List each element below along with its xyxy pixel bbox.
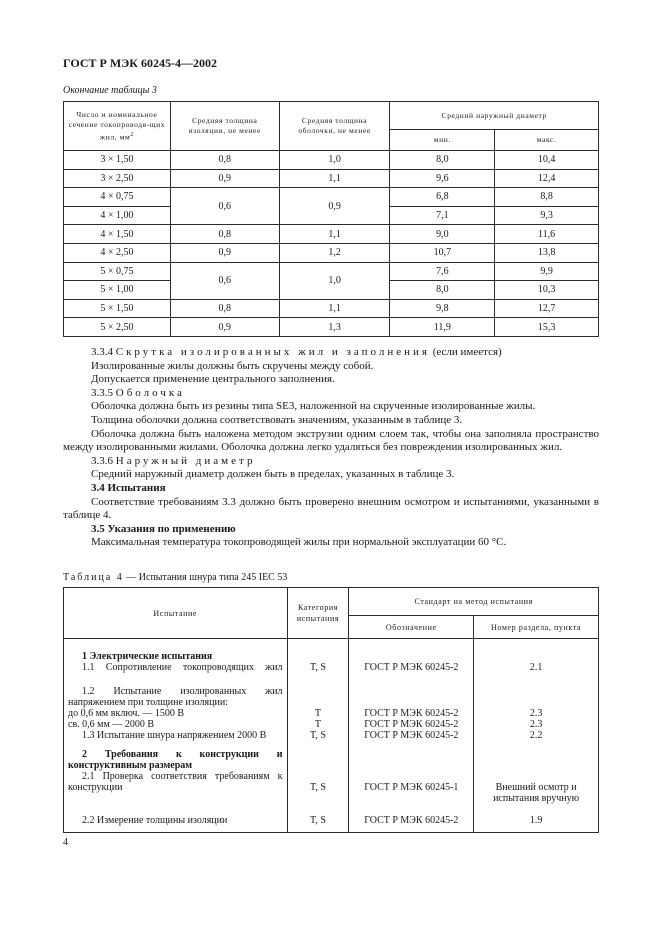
t3-header-max: макс.: [495, 130, 599, 151]
table4-caption: Таблица 4 — Испытания шнура типа 245 IEC 53: [63, 572, 288, 583]
table-row: [64, 639, 599, 833]
t3-header-sheath: Средняя толщина оболочки, не менее: [279, 102, 390, 151]
t3-cell-sheath: 1,1: [279, 169, 390, 188]
table-row: [64, 188, 599, 207]
t3-cell-dmax: 9,3: [495, 206, 599, 225]
section-3-5-heading: 3.5 Указания по применению: [91, 522, 236, 535]
t3-cell-dmax: 10,4: [495, 151, 599, 170]
t3-cell-section: 5 × 2,50: [64, 318, 171, 337]
t3-cell-dmax: 12,7: [495, 299, 599, 318]
t4-test-1-2-sub2: св. 0,6 мм — 2000 В: [68, 719, 154, 730]
t3-cell-dmin: 9,8: [390, 299, 495, 318]
table-4: [63, 587, 599, 833]
body-text: [63, 346, 599, 550]
t4-test-1-3: 1.3 Испытание шнура напряжением 2000 В: [82, 730, 267, 741]
t3-cell-dmin: 6,8: [390, 188, 495, 207]
paragraph: Допускается применение центрального заполнения.: [91, 373, 335, 386]
table-row: [64, 262, 599, 281]
t3-header-min: мин.: [390, 130, 495, 151]
table3-continuation-caption: Окончание таблицы 3: [63, 85, 157, 96]
t3-cell-section: 4 × 0,75: [64, 188, 171, 207]
t3-cell-dmax: 10,3: [495, 281, 599, 300]
t3-cell-section: 3 × 1,50: [64, 151, 171, 170]
t3-cell-dmax: 11,6: [495, 225, 599, 244]
t3-header-insulation: Средняя толщина изоляции, не менее: [170, 102, 279, 151]
t3-cell-insulation: 0,6: [170, 262, 279, 299]
table-3: [63, 101, 599, 337]
t3-cell-insulation: 0,9: [170, 318, 279, 337]
table-row: [64, 151, 599, 170]
t4-cell-clause: 2.1 2.3 2.3 2.2 Внешний осмотр и испытания вручную 1.9: [474, 639, 599, 833]
section-3-4-heading: 3.4 Испытания: [91, 481, 166, 494]
t3-cell-section: 5 × 0,75: [64, 262, 171, 281]
t3-cell-insulation: 0,9: [170, 169, 279, 188]
t3-cell-section: 3 × 2,50: [64, 169, 171, 188]
t3-cell-dmin: 10,7: [390, 243, 495, 262]
paragraph: Оболочка должна быть из резины типа SE3, наложенной на скрученные изолированные жилы.: [91, 400, 536, 413]
document-header-code: ГОСТ Р МЭК 60245-4—2002: [63, 56, 217, 70]
t3-cell-insulation: 0,8: [170, 299, 279, 318]
t3-cell-section: 4 × 2,50: [64, 243, 171, 262]
t3-cell-sheath: 1,1: [279, 299, 390, 318]
section-3-3-4-heading: 3.3.4 Скрутка изолированных жил и заполнения (если имеется): [91, 346, 502, 358]
t4-test-2-1: 2.1 Проверка соответствия требованиям к конструкции: [68, 771, 283, 793]
paragraph: Изолированные жилы должны быть скручены между собой.: [91, 359, 374, 372]
t4-section-2-title: 2 Требования к конструкции и конструктивным размерам: [68, 749, 283, 771]
t4-test-1-2: 1.2 Испытание изолированных жил напряжением при толщине изоляции:: [68, 686, 283, 708]
t3-cell-dmax: 13,8: [495, 243, 599, 262]
table-row: [64, 299, 599, 318]
paragraph: Толщина оболочки должна соответствовать значениям, указанным в таблице 3.: [91, 413, 463, 426]
t3-cell-dmin: 11,9: [390, 318, 495, 337]
t3-cell-dmin: 7,6: [390, 262, 495, 281]
t3-cell-section: 4 × 1,50: [64, 225, 171, 244]
paragraph: Соответствие требованиям 3.3 должно быть проверено внешним осмотром и испытаниями, указанными в таблице 4.: [63, 495, 599, 522]
t4-cell-test: [64, 639, 288, 833]
t3-cell-dmin: 9,6: [390, 169, 495, 188]
t3-cell-dmin: 9,0: [390, 225, 495, 244]
t3-cell-dmax: 15,3: [495, 318, 599, 337]
t3-cell-insulation: 0,9: [170, 243, 279, 262]
t3-cell-section: 5 × 1,00: [64, 281, 171, 300]
t3-cell-insulation: 0,8: [170, 225, 279, 244]
paragraph: Максимальная температура токопроводящей жилы при нормальной эксплуатации 60 °С.: [91, 536, 507, 549]
t3-cell-dmax: 12,4: [495, 169, 599, 188]
section-3-3-5-heading: 3.3.5 Оболочка: [91, 386, 185, 399]
t3-cell-dmax: 9,9: [495, 262, 599, 281]
t3-header-section: Число и номинальное сечение токопроводя-щих жил, $мм^2$: [64, 102, 171, 151]
t4-cell-category: T, S T T T, S T, S T, S: [287, 639, 349, 833]
t3-cell-sheath: 1,3: [279, 318, 390, 337]
t3-cell-insulation: 0,8: [170, 151, 279, 170]
paragraph: Средний наружный диаметр должен быть в пределах, указанных в таблице 3.: [91, 468, 455, 481]
t4-test-1-1: 1.1 Сопротивление токопроводящих жил: [82, 662, 283, 673]
t3-cell-dmax: 8,8: [495, 188, 599, 207]
t3-cell-section: 4 × 1,00: [64, 206, 171, 225]
t3-header-diameter: Средний наружный диаметр: [390, 102, 599, 130]
t4-test-2-2: 2.2 Измерение толщины изоляции: [82, 815, 228, 826]
t3-cell-insulation: 0,6: [170, 188, 279, 225]
t3-cell-sheath: 0,9: [279, 188, 390, 225]
t3-cell-sheath: 1,0: [279, 262, 390, 299]
t4-header-category: Категория испытания: [287, 588, 349, 639]
t3-cell-section: 5 × 1,50: [64, 299, 171, 318]
table-row: [64, 169, 599, 188]
t4-cell-designation: ГОСТ Р МЭК 60245-2 ГОСТ Р МЭК 60245-2 ГОСТ Р МЭК 60245-2 ГОСТ Р МЭК 60245-2 ГОСТ Р МЭК 60245-1 ГОСТ Р МЭК 60245-2: [349, 639, 474, 833]
t3-cell-dmin: 8,0: [390, 151, 495, 170]
t3-cell-sheath: 1,2: [279, 243, 390, 262]
t3-cell-sheath: 1,0: [279, 151, 390, 170]
t4-header-standard: Стандарт на метод испытания: [349, 588, 599, 616]
t3-cell-dmin: 8,0: [390, 281, 495, 300]
t4-header-designation: Обозначение: [349, 616, 474, 639]
page-number: 4: [63, 837, 68, 848]
table-row: [64, 225, 599, 244]
t4-header-test: Испытание: [64, 588, 288, 639]
t3-cell-dmin: 7,1: [390, 206, 495, 225]
table-row: [64, 318, 599, 337]
section-3-3-6-heading: 3.3.6 Наружный диаметр: [91, 454, 256, 467]
t4-section-1-title: 1 Электрические испытания: [82, 651, 213, 662]
paragraph: Оболочка должна быть наложена методом экструзии одним слоем так, чтобы она заполняла пространство между изолированными жилами. Оболочка должна легко удаляться без повреждения изолированных жил.: [63, 427, 599, 454]
t4-header-clause: Номер раздела, пункта: [474, 616, 599, 639]
t3-cell-sheath: 1,1: [279, 225, 390, 244]
t4-test-1-2-sub1: до 0,6 мм включ. — 1500 В: [68, 708, 185, 719]
table-row: [64, 243, 599, 262]
